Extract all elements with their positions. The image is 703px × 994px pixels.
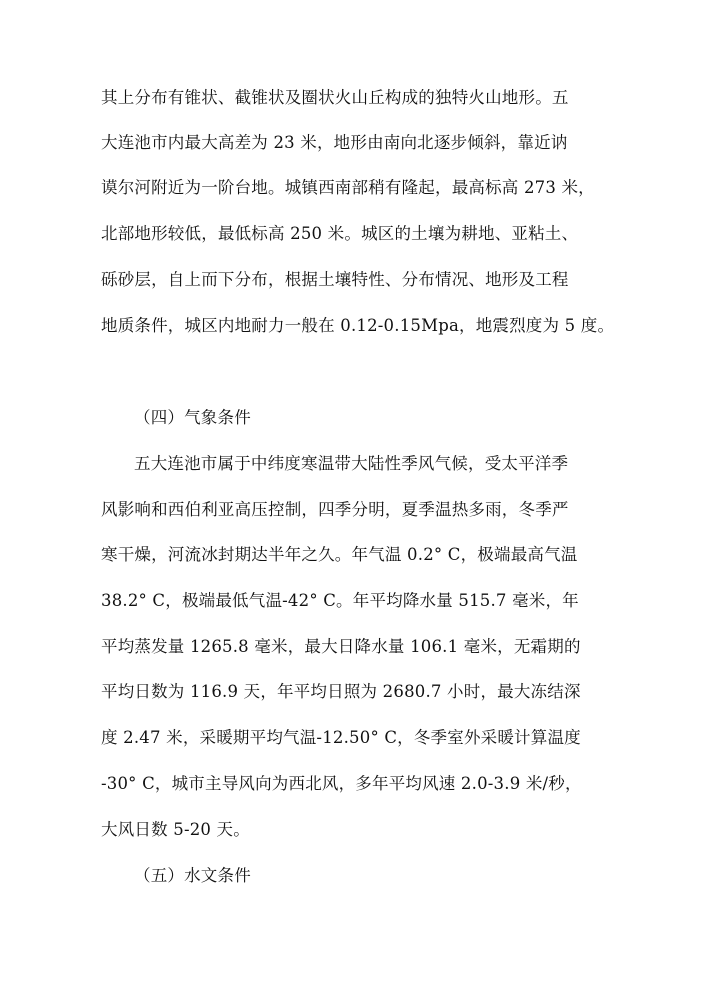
section-heading-hydrology: （五）水文条件 (134, 866, 251, 885)
text-line: 其上分布有锥状、截锥状及圈状火山丘构成的独特火山地形。五 (101, 88, 569, 107)
text-line: 38.2° C，极端最低气温-42° C。年平均降水量 515.7 毫米，年 (101, 591, 579, 610)
text-line: 大风日数 5-20 天。 (101, 820, 250, 839)
text-line: 寒干燥，河流冰封期达半年之久。年气温 0.2° C，极端最高气温 (101, 545, 578, 564)
text-line: 大连池市内最大高差为 23 米，地形由南向北逐步倾斜，靠近讷 (101, 133, 568, 152)
text-line: 风影响和西伯利亚高压控制，四季分明，夏季温热多雨，冬季严 (101, 500, 569, 519)
text-line: 五大连池市属于中纬度寒温带大陆性季风气候，受太平洋季 (134, 454, 569, 473)
text-line: 平均日数为 116.9 天，年平均日照为 2680.7 小时，最大冻结深 (101, 682, 581, 701)
text-line: 北部地形较低，最低标高 250 米。城区的土壤为耕地、亚粘土、 (101, 224, 579, 243)
text-line: -30° C，城市主导风向为西北风，多年平均风速 2.0-3.9 米/秒， (101, 774, 582, 793)
text-line: 度 2.47 米，采暖期平均气温-12.50° C，冬季室外采暖计算温度 (101, 728, 581, 747)
text-line: 平均蒸发量 1265.8 毫米，最大日降水量 106.1 毫米，无霜期的 (101, 637, 581, 656)
section-heading-climate: （四）气象条件 (134, 408, 251, 427)
text-line: 谟尔河附近为一阶台地。城镇西南部稍有隆起，最高标高 273 米， (101, 178, 595, 197)
text-line: 砾砂层，自上而下分布，根据土壤特性、分布情况、地形及工程 (101, 270, 569, 289)
text-line: 地质条件，城区内地耐力一般在 0.12-0.15Mpa，地震烈度为 5 度。 (101, 316, 615, 335)
